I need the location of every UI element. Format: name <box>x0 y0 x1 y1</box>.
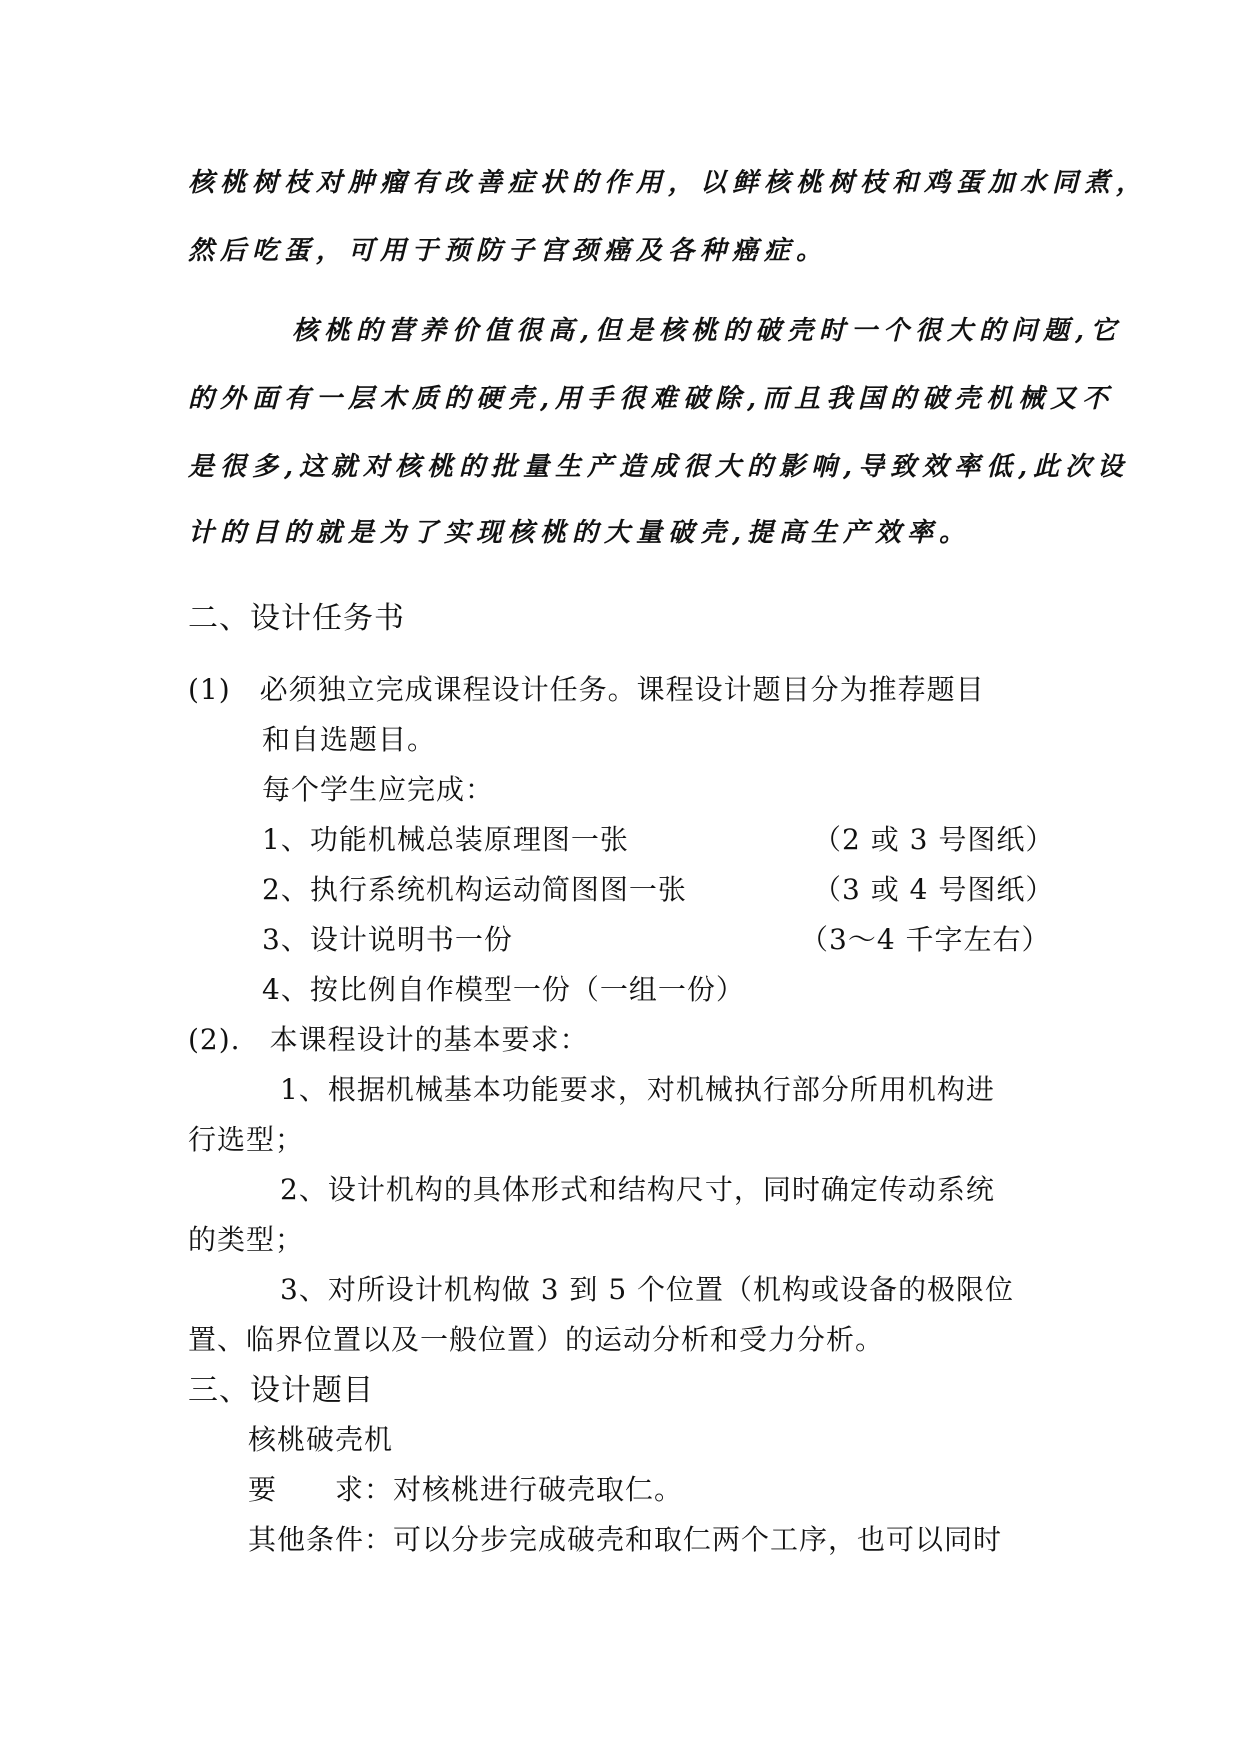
requirement-line: 1、根据机械基本功能要求，对机械执行部分所用机构进 <box>280 1073 995 1106</box>
deliverable-item: 3、设计说明书一份 <box>262 923 513 956</box>
task-line: (2). 本课程设计的基本要求： <box>188 1023 589 1056</box>
design-condition: 其他条件：可以分步完成破壳和取仁两个工序，也可以同时 <box>248 1523 1003 1556</box>
task-line: (1) 必须独立完成课程设计任务。课程设计题目分为推荐题目 <box>188 673 985 706</box>
intro-line: 然后吃蛋，可用于预防子宫颈癌及各种癌症。 <box>188 236 829 266</box>
task-line: 和自选题目。 <box>262 723 437 756</box>
task-line: 每个学生应完成： <box>262 773 495 806</box>
section-heading: 二、设计任务书 <box>188 601 405 636</box>
intro-line: 核桃树枝对肿瘤有改善症状的作用，以鲜核桃树枝和鸡蛋加水同煮， <box>188 168 1149 198</box>
design-topic: 核桃破壳机 <box>248 1423 394 1456</box>
intro-line: 的外面有一层木质的硬壳,用手很难破除,而且我国的破壳机械又不 <box>188 384 1115 414</box>
deliverable-note: （2 或 3 号图纸） <box>813 823 1055 856</box>
requirement-line: 置、临界位置以及一般位置）的运动分析和受力分析。 <box>188 1323 885 1356</box>
requirement-line: 的类型； <box>188 1223 305 1256</box>
section-heading: 三、设计题目 <box>188 1373 374 1408</box>
design-requirement: 要 求：对核桃进行破壳取仁。 <box>248 1473 684 1506</box>
intro-line: 核桃的营养价值很高,但是核桃的破壳时一个很大的问题,它 <box>292 316 1123 346</box>
deliverable-item: 1、功能机械总装原理图一张 <box>262 823 629 856</box>
deliverable-item: 4、按比例自作模型一份（一组一份） <box>262 973 745 1006</box>
requirement-line: 行选型； <box>188 1123 305 1156</box>
intro-line: 计的目的就是为了实现核桃的大量破壳,提高生产效率。 <box>188 518 972 548</box>
deliverable-item: 2、执行系统机构运动简图图一张 <box>262 873 687 906</box>
requirement-line: 2、设计机构的具体形式和结构尺寸，同时确定传动系统 <box>280 1173 995 1206</box>
deliverable-note: （3 或 4 号图纸） <box>813 873 1055 906</box>
deliverable-note: （3～4 千字左右） <box>800 923 1051 956</box>
requirement-line: 3、对所设计机构做 3 到 5 个位置（机构或设备的极限位 <box>280 1273 1015 1306</box>
intro-line: 是很多,这就对核桃的批量生产造成很大的影响,导致效率低,此次设 <box>188 452 1130 482</box>
